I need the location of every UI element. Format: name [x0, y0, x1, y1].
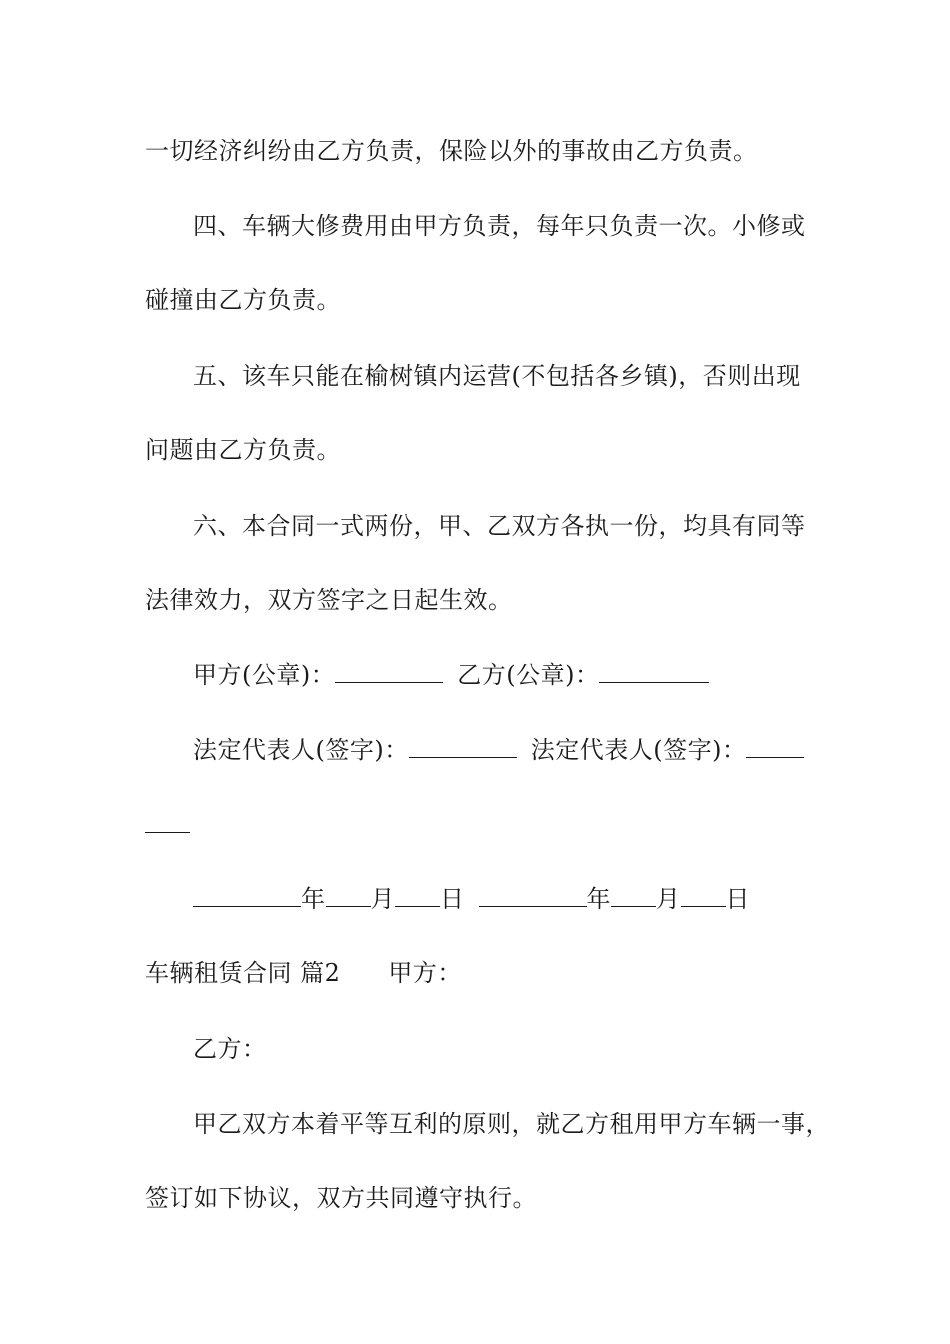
paragraph-line: 一切经济纠纷由乙方负责，保险以外的事故由乙方负责。 — [145, 137, 758, 165]
date-a-year-blank — [193, 884, 301, 907]
clause-6-line-2: 法律效力，双方签字之日起生效。 — [145, 586, 513, 614]
clause-4-line-1: 四、车辆大修费用由甲方负责，每年只负责一次。小修或 — [193, 212, 806, 240]
contract-2-intro-line-2: 签订如下协议，双方共同遵守执行。 — [145, 1184, 537, 1212]
rep-b-blank-continued — [145, 810, 190, 840]
date-b-year-blank — [479, 884, 587, 907]
rep-a-blank — [409, 735, 517, 758]
party-b-seal-label: 乙方(公章)： — [457, 661, 600, 689]
date-a-day-blank — [395, 884, 440, 907]
contract-2-heading: 车辆租赁合同 篇2 — [145, 959, 341, 987]
contract-2-party-a: 甲方： — [388, 959, 462, 987]
rep-b-blank-wrap — [145, 810, 190, 833]
date-a-day-label: 日 — [440, 885, 465, 913]
clause-5-line-1: 五、该车只能在榆树镇内运营(不包括各乡镇)，否则出现 — [193, 362, 801, 390]
contract-2-party-b: 乙方： — [193, 1035, 267, 1063]
party-a-seal-blank — [335, 660, 443, 683]
date-b-day-blank — [681, 884, 726, 907]
date-a-month-blank — [326, 884, 371, 907]
clause-4-line-2: 碰撞由乙方负责。 — [145, 286, 341, 314]
rep-b-label: 法定代表人(签字)： — [530, 736, 747, 764]
representative-signature-row — [193, 735, 804, 765]
date-b-year-label: 年 — [586, 885, 611, 913]
rep-b-blank — [746, 735, 804, 758]
date-a-month-label: 月 — [370, 885, 395, 913]
party-b-seal-blank — [599, 660, 709, 683]
date-b-day-label: 日 — [725, 885, 750, 913]
date-row — [193, 884, 750, 914]
date-b-month-label: 月 — [656, 885, 681, 913]
clause-5-line-2: 问题由乙方负责。 — [145, 436, 341, 464]
date-a-year-label: 年 — [301, 885, 326, 913]
date-b-month-blank — [611, 884, 656, 907]
seal-signature-row — [193, 660, 709, 690]
contract-2-heading-row — [145, 958, 462, 988]
rep-a-label: 法定代表人(签字)： — [193, 736, 409, 764]
contract-2-intro-line-1: 甲乙双方本着平等互利的原则，就乙方租用甲方车辆一事， — [193, 1110, 830, 1138]
clause-6-line-1: 六、本合同一式两份，甲、乙双方各执一份，均具有同等 — [193, 512, 806, 540]
party-a-seal-label: 甲方(公章)： — [193, 661, 336, 689]
